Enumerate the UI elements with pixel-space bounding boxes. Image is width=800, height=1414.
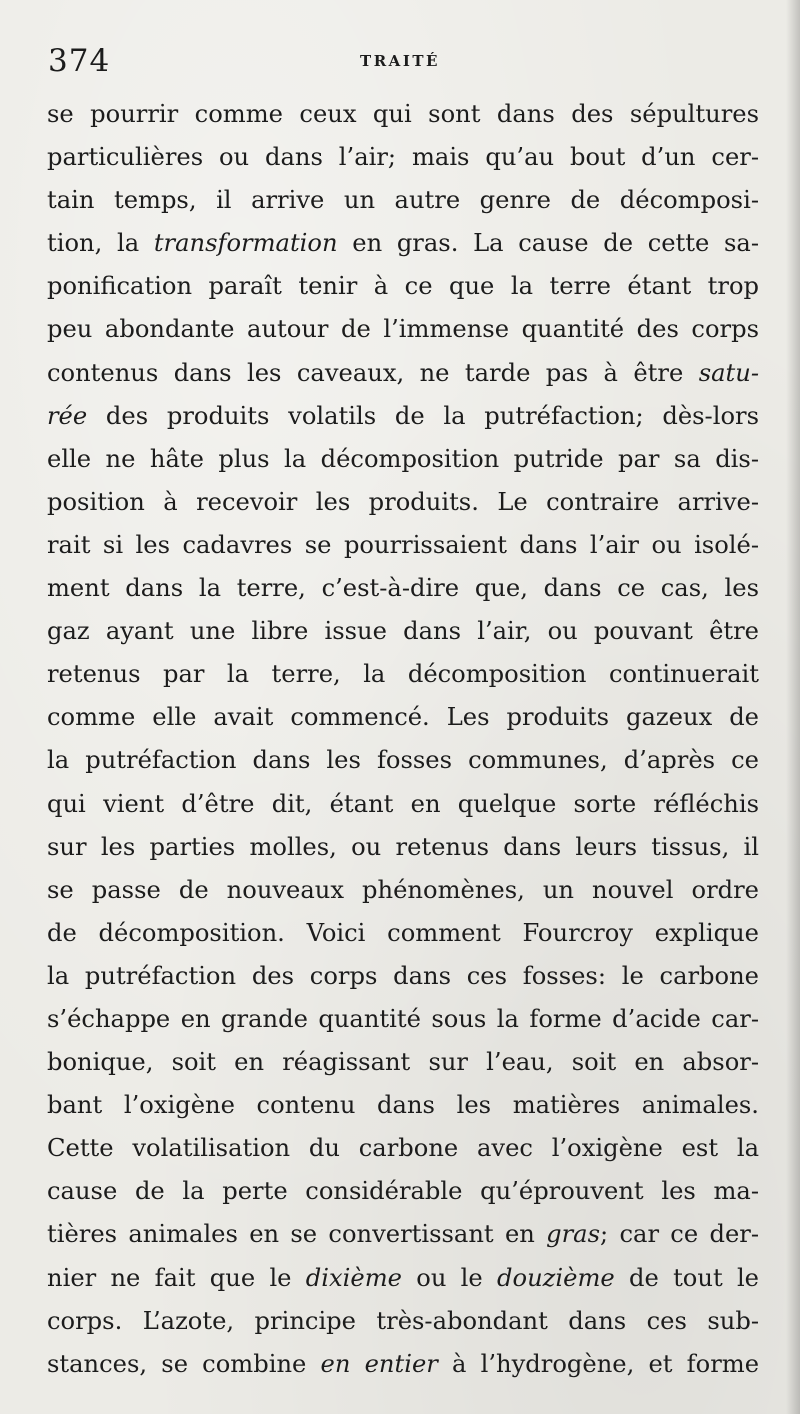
text-line <box>47 1300 759 1343</box>
text-segment: comme elle avait commencé. Les produits gazeux de <box>47 703 759 732</box>
italic-segment: en entier <box>320 1349 438 1378</box>
text-segment: gaz ayant une libre issue dans l’air, ou pouvant être <box>47 617 759 646</box>
page-edge-shadow <box>786 0 800 1414</box>
text-segment: bant l’oxigène contenu dans les matières animales. <box>47 1091 759 1120</box>
text-segment: particulières ou dans l’air; mais qu’au bout d’un cer- <box>47 143 759 172</box>
text-segment: tain temps, il arrive un autre genre de décomposi- <box>47 186 759 215</box>
text-segment: tières animales en se convertissant en <box>47 1220 547 1249</box>
text-segment: ment dans la terre, c’est-à-dire que, dans ce cas, les <box>47 574 759 603</box>
text-segment: tion, la <box>47 229 154 258</box>
text-segment: cause de la perte considérable qu’éprouvent les ma- <box>47 1177 759 1206</box>
text-segment: contenus dans les caveaux, ne tarde pas à être <box>47 358 699 387</box>
page-number: 374 <box>48 43 111 79</box>
text-segment: s’échappe en grande quantité sous la forme d’acide car- <box>47 1004 759 1033</box>
text-line <box>47 179 759 222</box>
text-segment: position à recevoir les produits. Le contraire arrive- <box>47 487 759 516</box>
text-line <box>47 524 759 567</box>
text-line <box>47 1084 759 1127</box>
text-segment: la putréfaction des corps dans ces fosses: le carbone <box>47 961 759 990</box>
text-line <box>47 653 759 696</box>
text-segment: corps. L’azote, principe très-abondant dans ces sub- <box>47 1306 759 1335</box>
text-segment: ou le <box>401 1263 498 1292</box>
text-line <box>47 826 759 869</box>
text-line <box>47 265 759 308</box>
italic-segment: rée <box>47 401 88 430</box>
text-line <box>47 998 759 1041</box>
text-line <box>47 222 759 265</box>
italic-segment: gras <box>546 1220 601 1249</box>
text-segment: Cette volatilisation du carbone avec l’oxigène est la <box>47 1134 759 1163</box>
text-line <box>47 481 759 524</box>
text-line <box>47 1213 759 1256</box>
text-line <box>47 395 759 438</box>
text-line <box>47 1127 759 1170</box>
text-segment: ponification paraît tenir à ce que la terre étant trop <box>47 272 759 301</box>
text-segment: bonique, soit en réagissant sur l’eau, soit en absor- <box>47 1048 759 1077</box>
text-line <box>47 955 759 998</box>
italic-segment: dixième <box>305 1263 402 1292</box>
text-segment: en gras. La cause de cette sa- <box>337 229 760 258</box>
text-line <box>47 136 759 179</box>
text-segment: des produits volatils de la putréfaction; dès-lors <box>87 401 759 430</box>
text-segment: ; car ce der- <box>600 1220 759 1249</box>
running-title: TRAITÉ <box>360 52 440 70</box>
text-segment: de tout le <box>614 1263 759 1292</box>
text-segment: de décomposition. Voici comment Fourcroy explique <box>47 918 759 947</box>
text-line <box>47 610 759 653</box>
text-line <box>47 869 759 912</box>
text-line <box>47 1343 759 1386</box>
text-segment: la putréfaction dans les fosses communes, d’après ce <box>47 746 759 775</box>
body-text <box>47 93 759 1386</box>
text-line <box>47 739 759 782</box>
text-segment: se passe de nouveaux phénomènes, un nouvel ordre <box>47 875 759 904</box>
text-segment: elle ne hâte plus la décomposition putride par sa dis- <box>47 444 759 473</box>
text-line <box>47 1170 759 1213</box>
italic-segment: transformation <box>153 229 338 258</box>
text-line <box>47 308 759 351</box>
text-line <box>47 1041 759 1084</box>
text-line <box>47 696 759 739</box>
text-segment: sur les parties molles, ou retenus dans leurs tissus, il <box>47 832 759 861</box>
text-line <box>47 93 759 136</box>
text-segment: qui vient d’être dit, étant en quelque sorte réfléchis <box>47 789 759 818</box>
text-segment: se pourrir comme ceux qui sont dans des sépultures <box>47 100 759 128</box>
text-line <box>47 567 759 610</box>
text-line <box>47 352 759 395</box>
text-segment: rait si les cadavres se pourrissaient dans l’air ou isolé- <box>47 530 759 559</box>
text-line <box>47 783 759 826</box>
italic-segment: douzième <box>497 1263 615 1292</box>
text-line <box>47 912 759 955</box>
text-segment: retenus par la terre, la décomposition continuerait <box>47 660 759 689</box>
text-segment: peu abondante autour de l’immense quantité des corps <box>47 315 759 344</box>
text-segment: à l’hydrogène, et forme <box>437 1349 760 1378</box>
italic-segment: satu- <box>698 358 759 387</box>
text-segment: stances, se combine <box>47 1349 321 1378</box>
text-line <box>47 438 759 481</box>
text-line <box>47 1257 759 1300</box>
text-segment: nier ne fait que le <box>47 1263 306 1292</box>
